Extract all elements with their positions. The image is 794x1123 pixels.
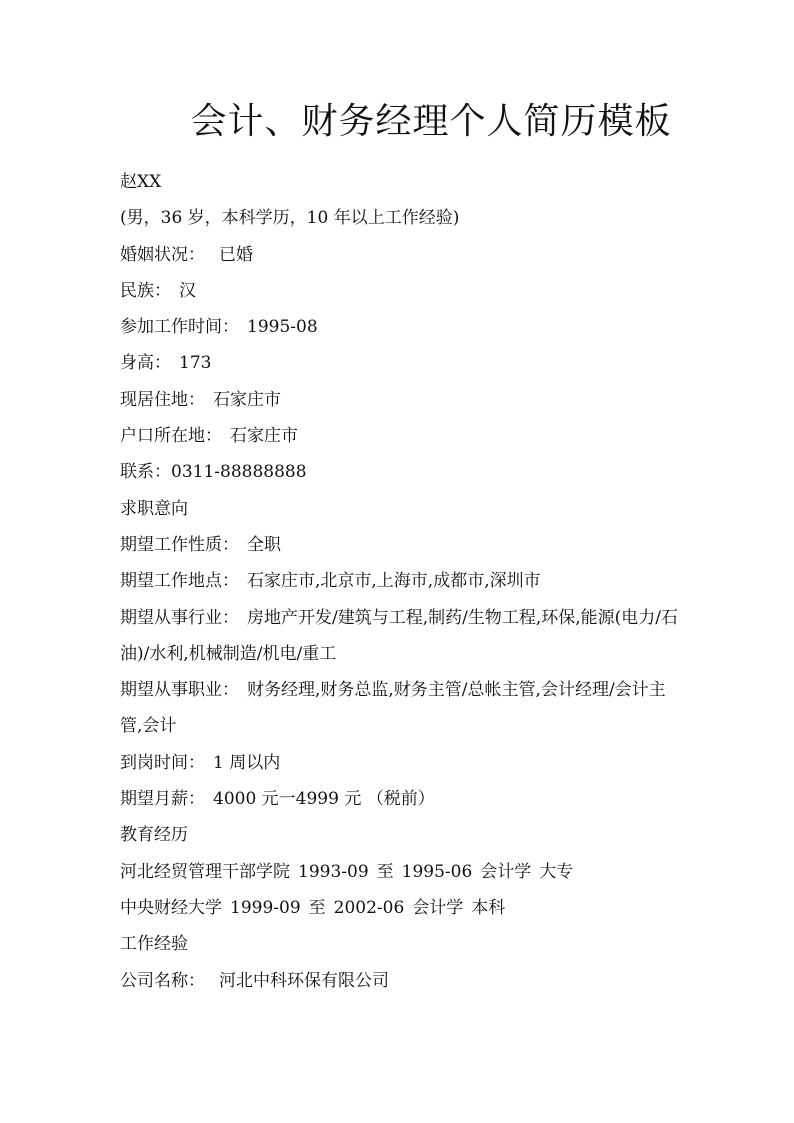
education-school: 河北经贸管理干部学院 (120, 861, 290, 882)
contact-value: 0311-88888888 (171, 462, 307, 483)
ethnicity-row (120, 273, 680, 309)
height-value: 173 (179, 353, 212, 374)
work-heading: 工作经验 (120, 934, 188, 955)
residence-value: 石家庄市 (213, 389, 281, 410)
education-separator: 至 (308, 897, 326, 918)
marital-status-row (120, 237, 680, 273)
education-major: 会计学 (412, 897, 464, 918)
job-nature-label: 期望工作性质： (120, 534, 239, 555)
education-degree: 本科 (471, 897, 506, 918)
hukou-row (120, 418, 680, 454)
applicant-name: 赵XX (120, 172, 162, 192)
availability-row (120, 745, 680, 781)
applicant-summary: (男，36 岁，本科学历，10 年以上工作经验) (120, 208, 460, 229)
education-end: 2002-06 (333, 897, 405, 918)
page-title: 会计、财务经理个人简历模板 (190, 101, 672, 142)
job-industry-value: 房地产开发/建筑与工程,制药/生物工程,环保,能源(电力/石油)/水利,机械制造/机电/重工 (120, 607, 679, 664)
height-row (120, 345, 680, 381)
education-major: 会计学 (480, 861, 532, 882)
residence-label: 现居住地： (120, 389, 205, 410)
education-end: 1995-06 (401, 861, 473, 882)
work-start-row (120, 309, 680, 345)
work-start-value: 1995-08 (247, 317, 318, 338)
job-location-value: 石家庄市,北京市,上海市,成都市,深圳市 (247, 571, 541, 592)
company-label: 公司名称： (120, 970, 205, 991)
residence-row (120, 382, 680, 418)
marital-status-value: 已婚 (219, 244, 253, 265)
salary-label: 期望月薪： (120, 789, 205, 810)
company-row (120, 963, 680, 999)
education-start: 1993-09 (298, 861, 369, 882)
job-nature-row (120, 527, 680, 563)
salary-value: 4000 元一4999 元 （税前） (213, 789, 435, 810)
education-heading: 教育经历 (120, 825, 188, 846)
education-start: 1999-09 (230, 897, 301, 918)
job-position-value: 财务经理,财务总监,财务主管/总帐主管,会计经理/会计主管,会计 (120, 680, 666, 737)
height-label: 身高： (120, 353, 171, 374)
hukou-label: 户口所在地： (120, 426, 222, 447)
ethnicity-value: 汉 (179, 280, 196, 301)
availability-value: 1 周以内 (213, 752, 281, 773)
availability-label: 到岗时间： (120, 752, 205, 773)
company-value: 河北中科环保有限公司 (219, 970, 389, 991)
education-degree: 大专 (539, 861, 574, 882)
work-start-label: 参加工作时间： (120, 317, 239, 338)
salary-row (120, 781, 680, 817)
marital-status-label: 婚姻状况： (120, 244, 205, 265)
job-position-label: 期望从事职业： (120, 680, 239, 701)
education-separator: 至 (376, 861, 394, 882)
contact-row (120, 454, 680, 490)
education-entry (120, 854, 680, 890)
ethnicity-label: 民族： (120, 280, 171, 301)
hukou-value: 石家庄市 (230, 426, 298, 447)
job-intent-heading: 求职意向 (120, 498, 188, 519)
job-position-row (120, 672, 680, 745)
job-location-label: 期望工作地点： (120, 571, 239, 592)
resume-content (120, 164, 680, 999)
education-entry (120, 890, 680, 926)
contact-label: 联系： (120, 462, 171, 483)
job-industry-row (120, 600, 680, 673)
job-industry-label: 期望从事行业： (120, 607, 239, 628)
job-nature-value: 全职 (247, 534, 281, 555)
job-location-row (120, 563, 680, 599)
education-school: 中央财经大学 (120, 897, 222, 918)
